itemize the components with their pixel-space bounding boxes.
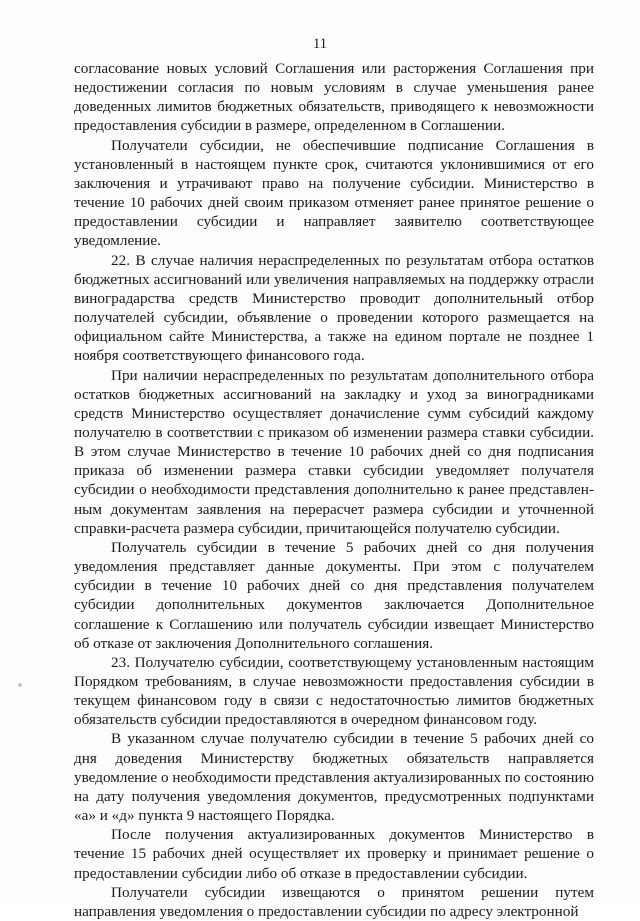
paragraph-1: согласование новых условий Соглашения или расторжения Соглашения при недостижении согласия по новым условиям в случае уменьшения ранее доведенных лимитов бюджетных обязательств, приводящего к невозможности предоставления субсидии в размере, определенном в Соглашении. — [74, 60, 594, 135]
paragraph-3: 22. В случае наличия нераспределенных по результатам отбора остатков бюджетных ассигнований или увеличения направляемых на поддержку отрасли виноградарства средств Министерство проводит дополнительный отбор получателей субсидии, объявление о проведении которого размещается на официальном сайте Министерства, а также на едином портале не позднее 1 ноября соответствующего финансового года. — [74, 251, 594, 365]
paragraph-2: Получатели субсидии, не обеспечившие подписание Соглашения в установленный в настоящем пункте срок, считаются уклонившимися от его заключения и утрачивают право на получение субсидии. Министерство в течение 10 рабочих дней своим приказом отменяет ранее принятое решение о предоставлении субсидии и направляет заявителю соответствующее уведомление. — [74, 136, 594, 250]
page-number: 11 — [313, 36, 327, 52]
paragraph-4: При наличии нераспределенных по результатам дополнительного отбора остатков бюджетных ассигнований на закладку и уход за виноградниками средств Министерство осуществляет доначисление сумм субсидий каждому получателю в соответствии с приказом об изменении размера ставки субсидии. В этом случае Министерство в течение 10 рабочих дней со дня подписания приказа об изменении размера ставки субсидии уведомляет получателя субсидии о необходимости представления дополнительно к ранее представленным документам заявления на перерасчет размера субсидии и уточненной справки-расчета размера субсидии, причитающейся получателю субсидии. — [74, 366, 594, 537]
paragraph-8: После получения актуализированных документов Министерство в течение 15 рабочих дней осуществляет их проверку и принимает решение о предоставлении субсидии либо об отказе в предоставлении субсидии. — [74, 826, 594, 882]
scan-artifact-dot — [18, 683, 22, 687]
document-body — [74, 59, 594, 921]
paragraph-6: 23. Получателю субсидии, соответствующему установленным настоящим Порядком требованиям, в случае невозможности предоставления субсидии в текущем финансовом году в связи с недостаточностью лимитов бюджетных обязательств субсидии предоставляются в очередном финансовом году. — [74, 653, 594, 729]
paragraph-5: Получатель субсидии в течение 5 рабочих дней со дня получения уведомления представляет данные документы. При этом с получателем субсидии в течение 10 рабочих дней со дня представления получателем субсидии дополнительных документов заключается Дополнительное соглашение к Соглашению или получатель субсидии извещает Министерство об отказе от заключения Дополнительного соглашения. — [74, 538, 594, 652]
paragraph-7: В указанном случае получателю субсидии в течение 5 рабочих дней со дня доведения Министерству бюджетных обязательств направляется уведомление о необходимости представления актуализированных по состоянию на дату получения уведомления документов, предусмотренных подпунктами «а» и «д» пункта 9 настоящего Порядка. — [74, 730, 595, 825]
paragraph-9: Получатели субсидии извещаются о принятом решении путем направления уведомления о предоставлении субсидии по адресу электронной — [74, 883, 594, 920]
